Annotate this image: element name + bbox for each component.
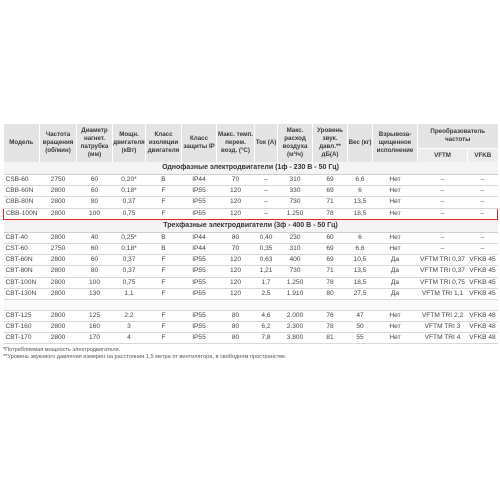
footnote-power: *Потребляемая мощность электродвигателя.: [3, 347, 121, 354]
table-header: [4, 124, 498, 162]
cell-temp: 120: [217, 277, 255, 288]
cell-flow: 2.300: [278, 322, 313, 333]
cell-vfkb: –: [468, 243, 498, 254]
cell-prot: IP44: [182, 232, 217, 243]
cell-vfkb: –: [468, 186, 498, 197]
cell-flow: 2.000: [278, 310, 313, 321]
cell-weight: 13,5: [348, 266, 373, 277]
cell-expl: Нет: [373, 333, 418, 344]
cell-expl: Нет: [373, 243, 418, 254]
cell-flow: 3.800: [278, 333, 313, 344]
cell-speed: 2800: [40, 277, 77, 288]
cell-flow: 1.250: [278, 208, 313, 219]
cell-vftm: VFTM TRI 0,75: [418, 277, 468, 288]
col-header-protection: Класс защиты IP: [182, 124, 217, 162]
cell-prot: IP55: [182, 288, 217, 299]
spacer-cell: [4, 299, 498, 310]
cell-ins: F: [146, 333, 182, 344]
cell-weight: 6: [348, 186, 373, 197]
cell-vftm: VFTM TRI 0,37: [418, 266, 468, 277]
cell-vfkb: VFKB 45: [468, 277, 498, 288]
table-row: [4, 186, 498, 197]
cell-diam: 80: [77, 266, 113, 277]
cell-current: 0,63: [255, 255, 278, 266]
cell-current: 6,2: [255, 322, 278, 333]
cell-vftm: VFTM TRI 3: [418, 322, 468, 333]
cell-diam: 60: [77, 243, 113, 254]
cell-prot: IP55: [182, 277, 217, 288]
footnote-noise: **Уровень звукового давления измерен на расстоянии 1,5 метра от вентилятора, в свободном пространстве.: [3, 354, 287, 361]
cell-weight: 6: [348, 232, 373, 243]
cell-speed: 2750: [40, 243, 77, 254]
cell-expl: Да: [373, 288, 418, 299]
cell-vftm: –: [418, 186, 468, 197]
cell-vftm: –: [418, 197, 468, 208]
cell-expl: Да: [373, 255, 418, 266]
cell-temp: 80: [217, 232, 255, 243]
cell-ins: F: [146, 197, 182, 208]
cell-diam: 60: [77, 175, 113, 186]
cell-ins: B: [146, 175, 182, 186]
cell-vfkb: –: [468, 175, 498, 186]
cell-weight: 55: [348, 333, 373, 344]
col-header-noise: Уровень звук. давл.** дБ(А): [313, 124, 348, 162]
cell-prot: IP55: [182, 322, 217, 333]
cell-expl: Да: [373, 266, 418, 277]
cell-temp: 120: [217, 266, 255, 277]
cell-vftm: –: [418, 243, 468, 254]
table-row: [4, 277, 498, 288]
section-header: [4, 219, 498, 232]
cell-prot: IP55: [182, 197, 217, 208]
footnotes: [3, 347, 497, 361]
cell-vfkb: VFKB 48: [468, 333, 498, 344]
cell-diam: 80: [77, 197, 113, 208]
col-header-diameter: Диаметр нагнет. патрубка (мм): [77, 124, 113, 162]
cell-temp: 70: [217, 243, 255, 254]
section-title: Однофазные электродвигатели (1ф - 230 В - 50 Гц): [4, 162, 498, 175]
cell-speed: 2800: [40, 186, 77, 197]
cell-vfkb: VFKB 45: [468, 266, 498, 277]
cell-noise: 76: [313, 310, 348, 321]
cell-diam: 40: [77, 232, 113, 243]
cell-noise: 69: [313, 186, 348, 197]
cell-current: 1,7: [255, 277, 278, 288]
table-row: [4, 208, 498, 219]
section-header: [4, 162, 498, 175]
table-body: [4, 162, 498, 344]
cell-vfkb: VFKB 48: [468, 322, 498, 333]
cell-temp: 120: [217, 288, 255, 299]
cell-model: CBT-170: [4, 333, 40, 344]
cell-power: 0,18*: [113, 243, 146, 254]
cell-prot: IP44: [182, 175, 217, 186]
col-header-temperature: Макс. темп. перем. возд. (°С): [217, 124, 255, 162]
table-row: [4, 310, 498, 321]
cell-power: 1,1: [113, 288, 146, 299]
cell-weight: 18,5: [348, 277, 373, 288]
cell-noise: 80: [313, 288, 348, 299]
cell-flow: 310: [278, 243, 313, 254]
cell-temp: 80: [217, 333, 255, 344]
cell-vftm: VFTM TRI 1,1: [418, 288, 468, 299]
cell-prot: IP55: [182, 266, 217, 277]
table-row: [4, 333, 498, 344]
cell-ins: B: [146, 243, 182, 254]
cell-model: CST-60: [4, 243, 40, 254]
cell-noise: 60: [313, 232, 348, 243]
cell-model: CBT-130N: [4, 288, 40, 299]
cell-vftm: VFTM TRI 4: [418, 333, 468, 344]
table-row: [4, 255, 498, 266]
cell-vftm: –: [418, 208, 468, 219]
col-header-weight: Вес (кг): [348, 124, 373, 162]
cell-noise: 78: [313, 277, 348, 288]
cell-power: 0,20*: [113, 175, 146, 186]
cell-weight: 6,6: [348, 243, 373, 254]
cell-flow: 1.250: [278, 277, 313, 288]
cell-expl: Нет: [373, 322, 418, 333]
cell-model: CBT-100N: [4, 277, 40, 288]
cell-current: –: [255, 175, 278, 186]
col-header-model: Модель: [4, 124, 40, 162]
cell-flow: 230: [278, 232, 313, 243]
section-title: Трехфазные электродвигатели (3ф - 400 В - 50 Гц): [4, 219, 498, 232]
cell-noise: 69: [313, 255, 348, 266]
col-header-current: Ток (А): [255, 124, 278, 162]
cell-ins: F: [146, 255, 182, 266]
cell-ins: F: [146, 322, 182, 333]
cell-speed: 2800: [40, 333, 77, 344]
cell-noise: 78: [313, 322, 348, 333]
cell-diam: 160: [77, 322, 113, 333]
cell-expl: Нет: [373, 208, 418, 219]
cell-diam: 100: [77, 277, 113, 288]
cell-speed: 2800: [40, 310, 77, 321]
cell-weight: 50: [348, 322, 373, 333]
cell-diam: 60: [77, 186, 113, 197]
col-header-converter: Преобразователь частоты: [418, 124, 498, 149]
cell-vfkb: VFKB 45: [468, 288, 498, 299]
cell-expl: Нет: [373, 310, 418, 321]
cell-ins: F: [146, 288, 182, 299]
cell-speed: 2800: [40, 232, 77, 243]
section-spacer: [4, 299, 498, 310]
cell-current: 4,6: [255, 310, 278, 321]
col-header-airflow: Макс. расход воздуха (м³/ч): [278, 124, 313, 162]
cell-flow: 1.910: [278, 288, 313, 299]
cell-expl: Нет: [373, 197, 418, 208]
cell-weight: 47: [348, 310, 373, 321]
cell-model: CBT-160: [4, 322, 40, 333]
cell-speed: 2800: [40, 197, 77, 208]
cell-power: 0,75: [113, 208, 146, 219]
cell-expl: Нет: [373, 175, 418, 186]
cell-power: 4: [113, 333, 146, 344]
cell-expl: Нет: [373, 232, 418, 243]
col-header-vfkb: VFKB: [468, 149, 498, 163]
table-row: [4, 232, 498, 243]
cell-current: –: [255, 186, 278, 197]
cell-flow: 330: [278, 186, 313, 197]
cell-noise: 78: [313, 208, 348, 219]
cell-temp: 80: [217, 310, 255, 321]
cell-current: –: [255, 208, 278, 219]
cell-speed: 2800: [40, 322, 77, 333]
cell-diam: 100: [77, 208, 113, 219]
cell-speed: 2800: [40, 266, 77, 277]
cell-prot: IP55: [182, 186, 217, 197]
cell-ins: F: [146, 266, 182, 277]
cell-noise: 71: [313, 197, 348, 208]
table-row: [4, 197, 498, 208]
cell-power: 0,37: [113, 197, 146, 208]
cell-model: CBB-60N: [4, 186, 40, 197]
cell-ins: F: [146, 186, 182, 197]
cell-current: –: [255, 197, 278, 208]
cell-power: 0,18*: [113, 186, 146, 197]
cell-vftm: –: [418, 175, 468, 186]
spec-table-container: [3, 124, 497, 361]
cell-vfkb: –: [468, 197, 498, 208]
cell-model: CBB-80N: [4, 197, 40, 208]
cell-noise: 69: [313, 243, 348, 254]
cell-vfkb: VFKB 45: [468, 255, 498, 266]
cell-flow: 730: [278, 197, 313, 208]
cell-expl: Да: [373, 277, 418, 288]
cell-model: CBB-100N: [4, 208, 40, 219]
cell-noise: 71: [313, 266, 348, 277]
cell-model: CSB-60: [4, 175, 40, 186]
table-row: [4, 243, 498, 254]
cell-vfkb: –: [468, 208, 498, 219]
cell-speed: 2750: [40, 175, 77, 186]
table-row: [4, 175, 498, 186]
cell-temp: 120: [217, 197, 255, 208]
fan-spec-table: [3, 124, 498, 344]
cell-speed: 2800: [40, 255, 77, 266]
cell-weight: 18,5: [348, 208, 373, 219]
cell-ins: B: [146, 232, 182, 243]
cell-diam: 60: [77, 255, 113, 266]
cell-prot: IP55: [182, 310, 217, 321]
cell-prot: IP44: [182, 243, 217, 254]
table-row: [4, 288, 498, 299]
cell-model: CBT-80N: [4, 266, 40, 277]
cell-weight: 27,5: [348, 288, 373, 299]
cell-expl: Нет: [373, 186, 418, 197]
cell-temp: 70: [217, 175, 255, 186]
col-header-vftm: VFTM: [418, 149, 468, 163]
cell-speed: 2800: [40, 288, 77, 299]
cell-power: 0,37: [113, 266, 146, 277]
cell-weight: 13,5: [348, 197, 373, 208]
cell-ins: F: [146, 310, 182, 321]
cell-prot: IP55: [182, 208, 217, 219]
cell-current: 2,5: [255, 288, 278, 299]
cell-temp: 80: [217, 322, 255, 333]
cell-power: 2,2: [113, 310, 146, 321]
cell-diam: 125: [77, 310, 113, 321]
cell-noise: 81: [313, 333, 348, 344]
cell-vftm: VFTM TRI 0,37: [418, 255, 468, 266]
cell-power: 0,37: [113, 255, 146, 266]
cell-diam: 170: [77, 333, 113, 344]
cell-vfkb: –: [468, 232, 498, 243]
cell-ins: F: [146, 208, 182, 219]
cell-prot: IP55: [182, 255, 217, 266]
cell-model: CBT-40: [4, 232, 40, 243]
col-header-power: Мощн. двигателя (кВт): [113, 124, 146, 162]
cell-vftm: VFTM TRI 2,2: [418, 310, 468, 321]
cell-noise: 69: [313, 175, 348, 186]
cell-flow: 400: [278, 255, 313, 266]
cell-weight: 6,6: [348, 175, 373, 186]
cell-temp: 120: [217, 208, 255, 219]
cell-vftm: –: [418, 232, 468, 243]
cell-flow: 310: [278, 175, 313, 186]
cell-power: 0,75: [113, 277, 146, 288]
cell-ins: F: [146, 277, 182, 288]
cell-model: CBT-125: [4, 310, 40, 321]
cell-current: 0,35: [255, 243, 278, 254]
cell-current: 0,40: [255, 232, 278, 243]
cell-power: 3: [113, 322, 146, 333]
cell-current: 1,21: [255, 266, 278, 277]
cell-power: 0,25*: [113, 232, 146, 243]
cell-prot: IP55: [182, 333, 217, 344]
cell-speed: 2800: [40, 208, 77, 219]
cell-weight: 10,5: [348, 255, 373, 266]
col-header-explosion-proof: Взрывоза-щищенное исполнение: [373, 124, 418, 162]
col-header-speed: Частота вращения (об/мин): [40, 124, 77, 162]
table-row: [4, 266, 498, 277]
cell-diam: 130: [77, 288, 113, 299]
col-header-insulation: Класс изоляции двигателя: [146, 124, 182, 162]
cell-temp: 120: [217, 186, 255, 197]
cell-flow: 730: [278, 266, 313, 277]
cell-current: 7,8: [255, 333, 278, 344]
table-row: [4, 322, 498, 333]
cell-model: CBT-60N: [4, 255, 40, 266]
cell-vfkb: VFKB 48: [468, 310, 498, 321]
cell-temp: 120: [217, 255, 255, 266]
